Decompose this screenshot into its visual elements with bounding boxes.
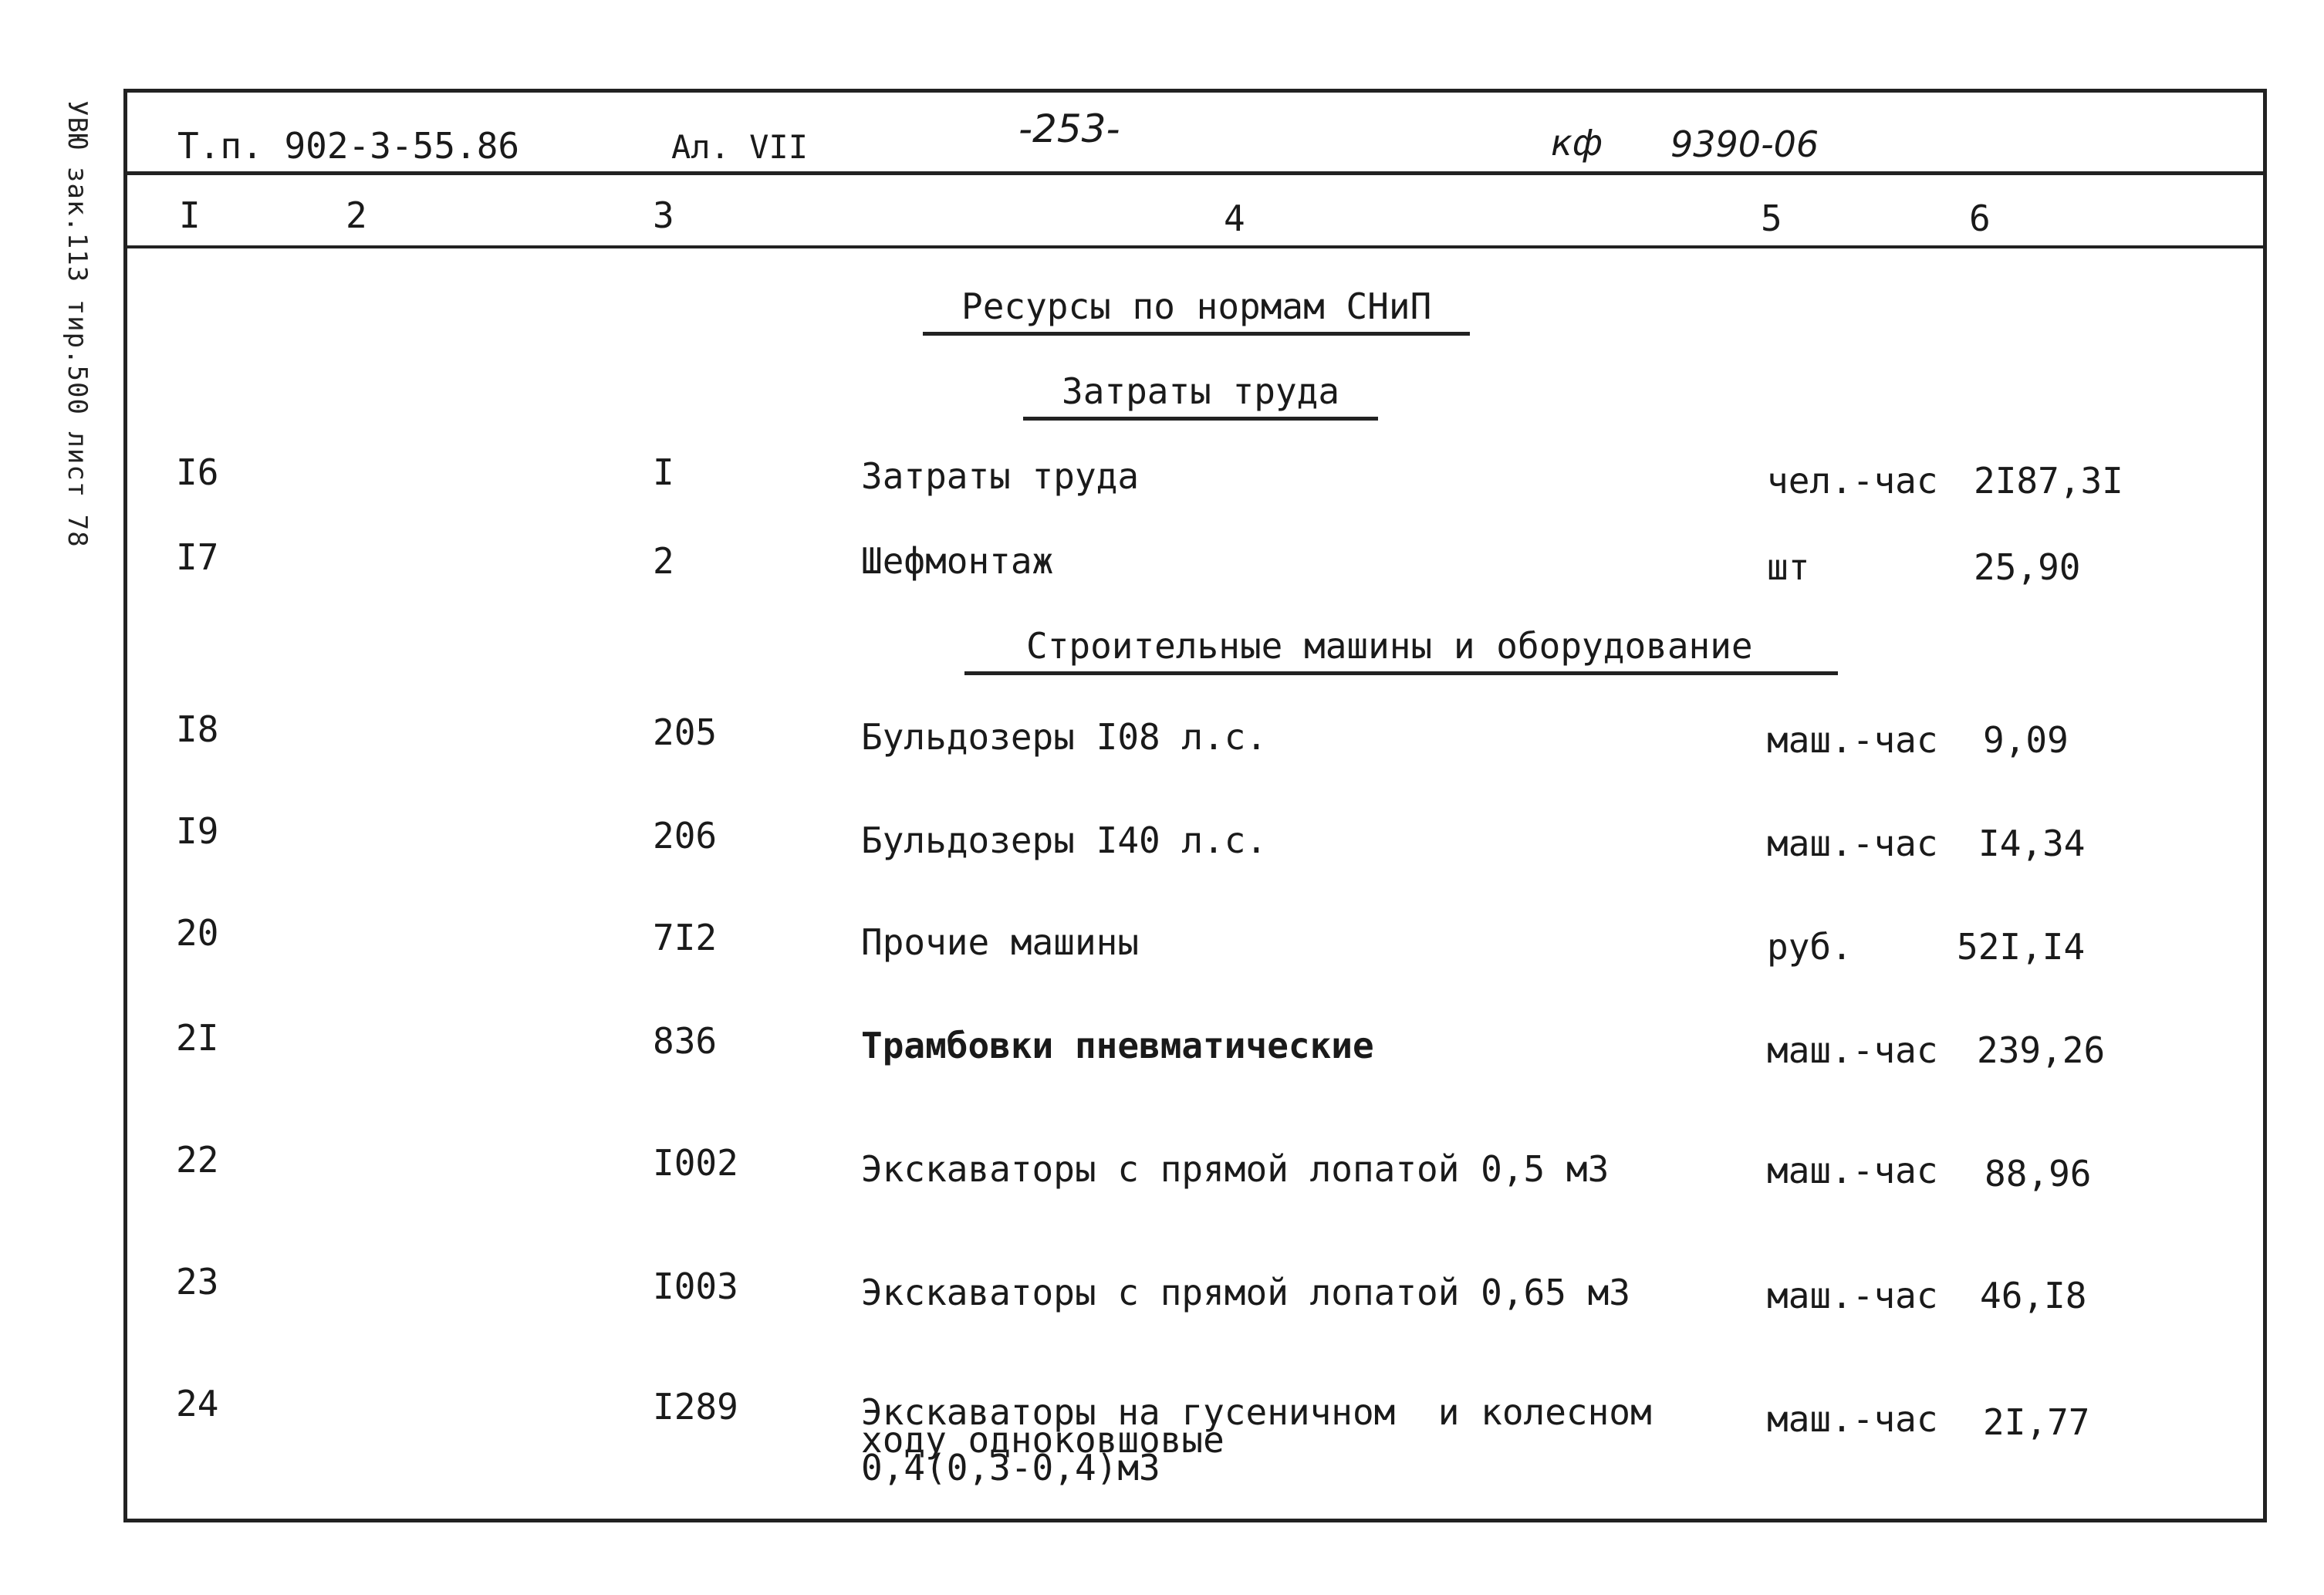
resource-code: 836 (653, 1020, 718, 1062)
resource-value: 52I,I4 (1957, 926, 2086, 968)
resource-unit: чел.-час (1767, 460, 1938, 502)
resource-value: 46,I8 (1980, 1275, 2087, 1316)
column-1-header: I (179, 194, 201, 236)
row-number: I9 (176, 810, 219, 852)
code-prefix: кф (1551, 122, 1603, 164)
resource-name: Прочие машины (861, 921, 1140, 963)
column-6-header: 6 (1969, 198, 1991, 239)
resource-value: 239,26 (1977, 1029, 2106, 1071)
row-number: 22 (176, 1139, 219, 1181)
row-number: 23 (176, 1261, 219, 1303)
document-code: 9390-06 (1670, 123, 1819, 165)
resource-name: Затраты труда (861, 455, 1140, 497)
resource-unit: руб. (1767, 926, 1853, 968)
resource-code: 206 (653, 815, 718, 857)
section-title-labor: Затраты труда (1023, 370, 1378, 421)
resource-name: Экскаваторы на гусеничном и колесном ходу одноковшовые 0,4(0,3-0,4)м3 (861, 1391, 1652, 1489)
resource-name: Экскаваторы с прямой лопатой 0,5 м3 (861, 1148, 1610, 1190)
resource-value: 9,09 (1983, 719, 2069, 761)
resource-unit: шт (1767, 546, 1810, 588)
project-number: Т.п. 902-3-55.86 (177, 125, 520, 167)
resource-code: I289 (653, 1386, 738, 1428)
resource-name: Шефмонтаж (861, 540, 1054, 582)
column-2-header: 2 (346, 194, 367, 236)
resource-name: Трамбовки пневматические (861, 1025, 1374, 1066)
resource-unit: маш.-час (1767, 1029, 1938, 1071)
resource-value: 2I,77 (1983, 1401, 2090, 1443)
side-stamp: УВЮ зак.113 тир.500 лист 78 (62, 100, 93, 548)
resource-code: I (653, 451, 674, 493)
resource-value: 25,90 (1974, 546, 2081, 588)
resource-code: 7I2 (653, 917, 718, 958)
row-number: 2I (176, 1017, 219, 1059)
album-number: Ал. VII (671, 128, 809, 166)
resource-code: I002 (653, 1142, 738, 1184)
resource-unit: маш.-час (1767, 1150, 1938, 1191)
resource-code: I003 (653, 1266, 738, 1307)
row-number: I8 (176, 708, 219, 750)
page-number: -253- (1018, 106, 1120, 151)
resource-unit: маш.-час (1767, 823, 1938, 864)
resource-value: I4,34 (1978, 823, 2086, 864)
row-number: 24 (176, 1383, 219, 1424)
row-number: I6 (176, 451, 219, 493)
resource-name: Бульдозеры I40 л.с. (861, 819, 1268, 861)
section-title-machines: Строительные машины и оборудование (964, 625, 1838, 675)
resource-unit: маш.-час (1767, 1398, 1938, 1440)
resource-name: Экскаваторы с прямой лопатой 0,65 м3 (861, 1272, 1630, 1313)
resource-unit: маш.-час (1767, 719, 1938, 761)
resource-code: 2 (653, 540, 674, 582)
column-4-header: 4 (1224, 198, 1245, 239)
column-5-header: 5 (1761, 198, 1782, 239)
section-title-resources: Ресурсы по нормам СНиП (923, 286, 1470, 336)
resource-value: 88,96 (1985, 1153, 2092, 1195)
row-number: I7 (176, 536, 219, 578)
resource-name: Бульдозеры I08 л.с. (861, 716, 1268, 758)
row-number: 20 (176, 912, 219, 954)
header-divider (123, 171, 2267, 175)
column-header-divider (123, 245, 2267, 248)
resource-unit: маш.-час (1767, 1275, 1938, 1316)
resource-value: 2I87,3I (1974, 460, 2123, 502)
resource-code: 205 (653, 711, 718, 753)
column-3-header: 3 (653, 194, 674, 236)
